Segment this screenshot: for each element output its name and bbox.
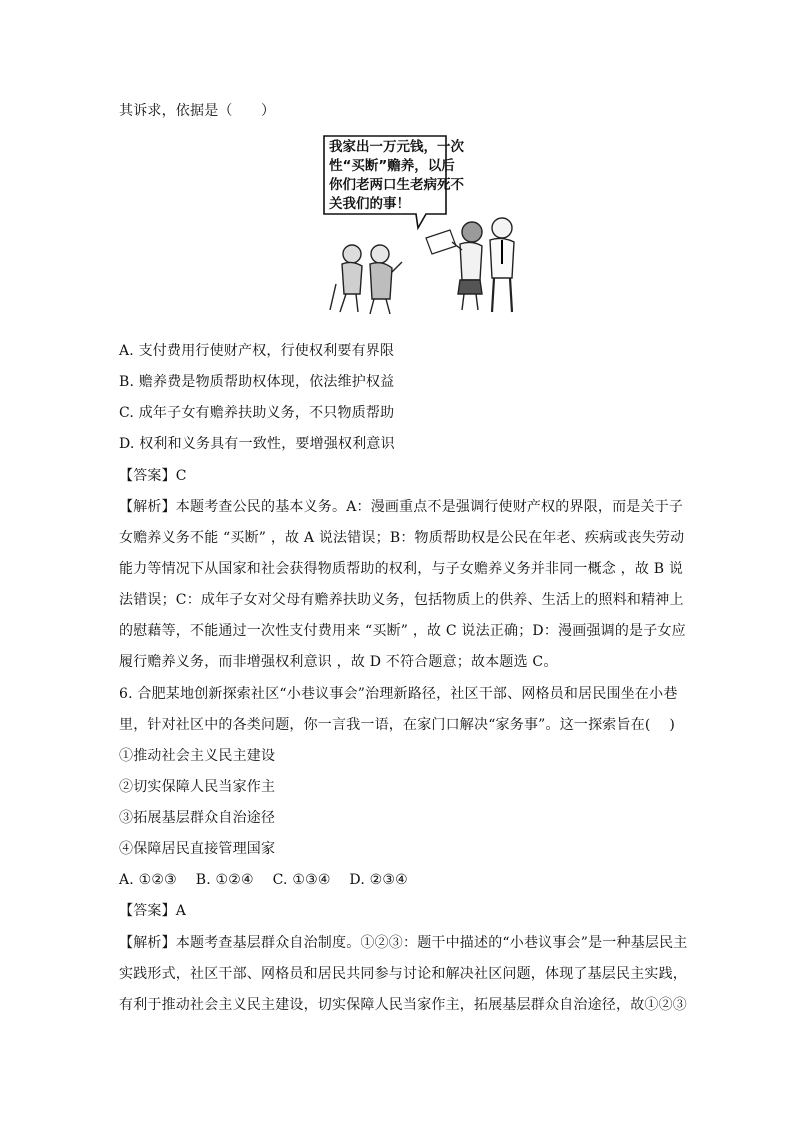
speech-line-2: 性“买断”赡养，以后	[329, 158, 455, 174]
q6-item: ④保障居民直接管理国家	[119, 841, 276, 857]
elderly-woman-figure	[370, 245, 402, 314]
speech-line-4: 关我们的事！	[329, 196, 410, 212]
q6-analysis-line: 有利于推动社会主义民主建设，切实保障人民当家作主，拓展基层群众自治途径，故①②③	[119, 997, 687, 1013]
q5-analysis-line: 女赡养义务不能 “买断” ，故 A 说法错误；B：物质帮助权是公民在年老、疾病或丧失劳动	[119, 530, 685, 546]
q5-analysis-line: 履行赡养义务，而非增强权利意识 ，故 D 不符合题意；故本题选 C。	[119, 654, 558, 670]
younger-man-figure	[490, 218, 514, 312]
q6-item: ②切实保障人民当家作主	[119, 779, 276, 795]
younger-woman-figure	[452, 222, 482, 310]
q5-analysis-line: 【解析】本题考查公民的基本义务。A：漫画重点不是强调行使财产权的界限，而是关于子	[119, 499, 684, 515]
paper-document	[426, 230, 456, 254]
speech-line-1: 我家出一万元钱，一次	[329, 139, 464, 155]
q5-answer: 【答案】C	[119, 468, 187, 484]
option-c: C. 成年子女有赡养扶助义务，不只物质帮助	[119, 405, 395, 421]
cartoon-illustration	[322, 134, 522, 316]
elderly-man-figure	[330, 245, 362, 312]
option-b: B. 赡养费是物质帮助权体现，依法维护权益	[119, 374, 395, 390]
option-d: D. 权利和义务具有一致性，要增强权利意识	[119, 436, 395, 452]
q6-stem-line: 里，针对社区中的各类问题，你一言我一语，在家门口解决“家务事”。这一探索旨在( )	[119, 717, 676, 733]
q6-analysis-line: 【解析】本题考查基层群众自治制度。①②③：题干中描述的“小巷议事会”是一种基层民主	[119, 935, 688, 951]
question-intro: 其诉求，依据是（ ）	[119, 103, 276, 119]
q6-choices: A. ①②③ B. ①②④ C. ①③④ D. ②③④	[119, 872, 408, 888]
q6-item: ③拓展基层群众自治途径	[119, 810, 276, 826]
q6-stem-line: 6. 合肥某地创新探索社区“小巷议事会”治理新路径，社区干部、网格员和居民围坐在小巷	[119, 686, 678, 702]
option-a: A. 支付费用行使财产权，行使权利要有界限	[119, 343, 395, 359]
speech-line-3: 你们老两口生老病死不	[329, 177, 464, 193]
q6-analysis-line: 实践形式，社区干部、网格员和居民共同参与讨论和解决社区问题，体现了基层民主实践，	[119, 966, 687, 982]
q5-analysis-line: 法错误；C：成年子女对父母有赡养扶助义务，包括物质上的供养、生活上的照料和精神上	[119, 592, 684, 608]
q6-answer: 【答案】A	[119, 903, 187, 919]
q6-item: ①推动社会主义民主建设	[119, 748, 276, 764]
q5-analysis-line: 能力等情况下从国家和社会获得物质帮助的权利，与子女赡养义务并非同一概念 ，故 B 说	[119, 561, 684, 577]
q5-analysis-line: 的慰藉等，不能通过一次性支付费用来 “买断” ，故 C 说法正确；D：漫画强调的是子女应	[119, 623, 686, 639]
